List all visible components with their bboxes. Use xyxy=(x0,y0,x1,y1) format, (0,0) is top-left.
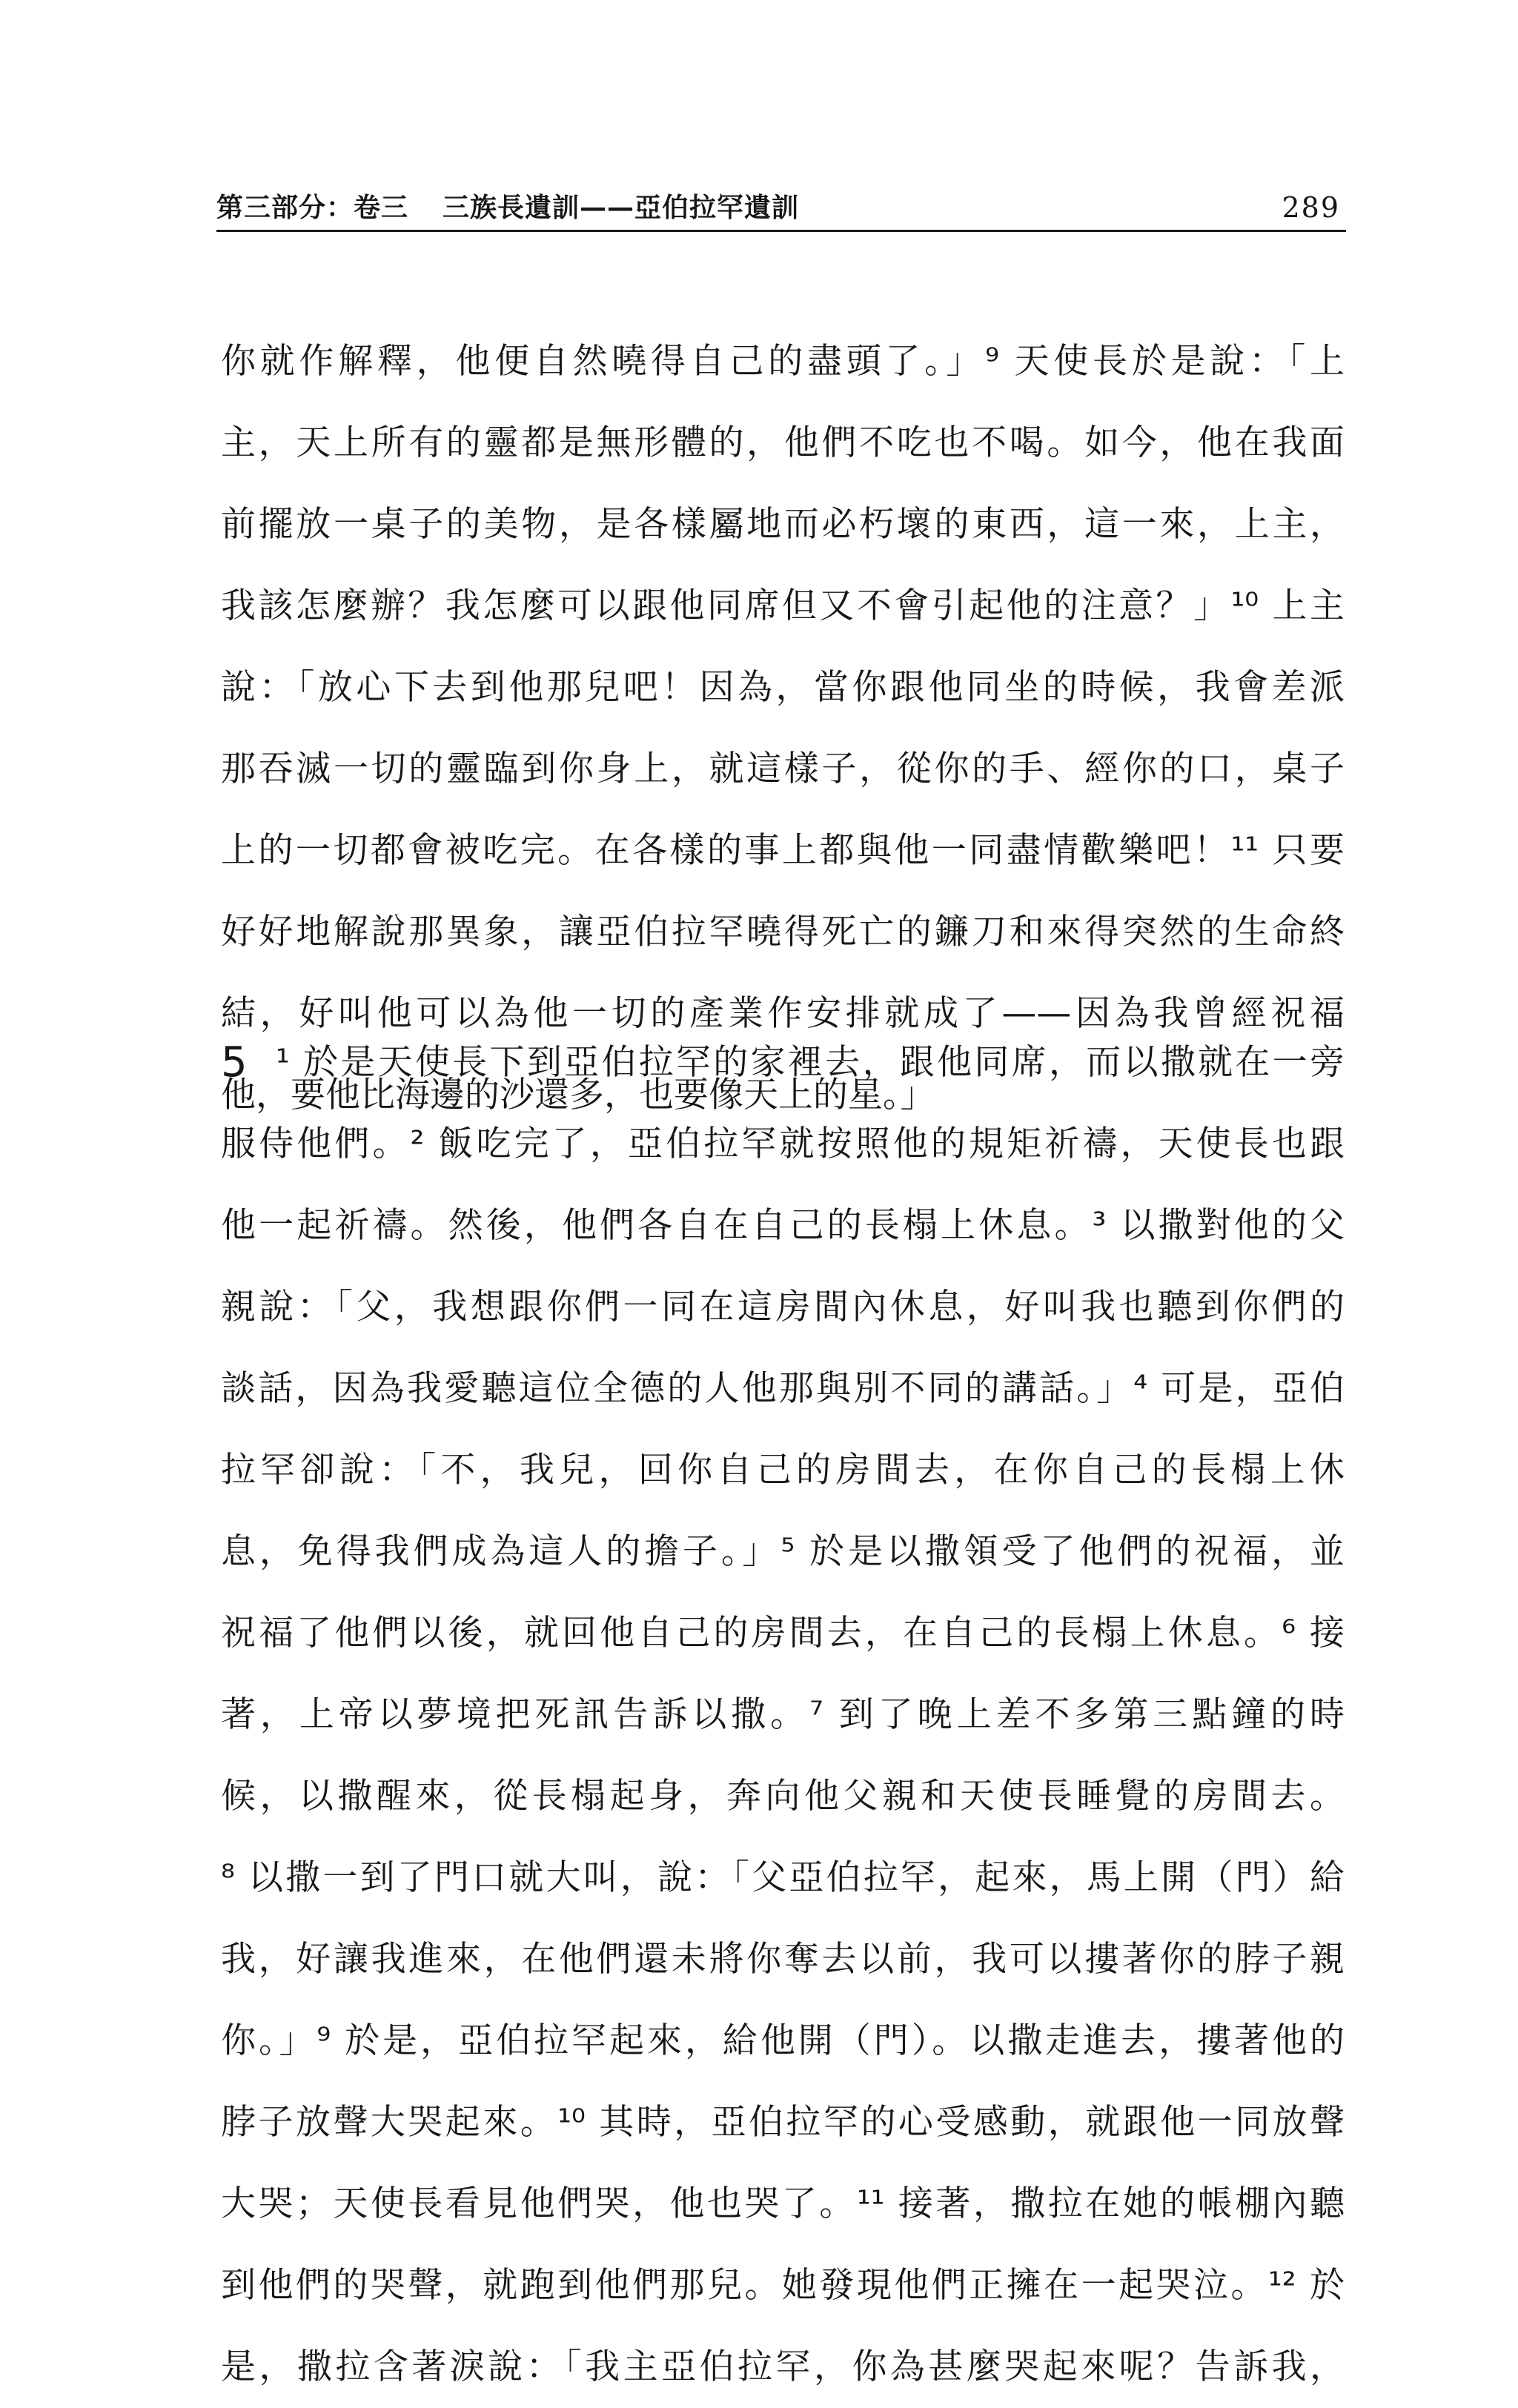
text-line: 脖子放聲大哭起來。¹⁰ 其時，亞伯拉罕的心受感動，就跟他一同放聲 xyxy=(221,2102,1345,2143)
text-line: 祝福了他們以後，就回他自己的房間去，在自己的長榻上休息。⁶ 接 xyxy=(221,1613,1345,1654)
text-line: 好好地解說那異象，讓亞伯拉罕曉得死亡的鐮刀和來得突然的生命終 xyxy=(221,912,1345,952)
text-line: ¹ 於是天使長下到亞伯拉罕的家裡去，跟他同席，而以撒就在一旁 xyxy=(276,1042,1345,1083)
text-line: 親說：「父，我想跟你們一同在這房間內休息，好叫我也聽到你們的 xyxy=(221,1287,1345,1327)
text-line: 結，好叫他可以為他一切的產業作安排就成了——因為我曾經祝福 xyxy=(221,993,1345,1034)
page-number: 289 xyxy=(1282,191,1340,224)
text-line: 你就作解釋，他便自然曉得自己的盡頭了。」⁹ 天使長於是說：「上 xyxy=(221,341,1345,382)
text-line: 我，好讓我進來，在他們還未將你奪去以前，我可以摟著你的脖子親 xyxy=(221,1939,1345,1980)
chapter-number: 5 xyxy=(221,1038,248,1087)
text-line: 說：「放心下去到他那兒吧！因為，當你跟他同坐的時候，我會差派 xyxy=(221,667,1345,708)
text-line: 主，天上所有的靈都是無形體的，他們不吃也不喝。如今，他在我面 xyxy=(221,422,1345,463)
text-line: 是，撒拉含著淚說：「我主亞伯拉罕，你為甚麼哭起來呢？告訴我， xyxy=(221,2346,1345,2387)
text-line: ⁸ 以撒一到了門口就大叫，說：「父亞伯拉罕，起來，馬上開（門）給 xyxy=(221,1857,1345,1898)
text-line: 談話，因為我愛聽這位全德的人他那與別不同的講話。」⁴ 可是，亞伯 xyxy=(221,1368,1345,1409)
text-line: 到他們的哭聲，就跑到他們那兒。她發現他們正擁在一起哭泣。¹² 於 xyxy=(221,2265,1345,2306)
text-line: 拉罕卻說：「不，我兒，回你自己的房間去，在你自己的長榻上休 xyxy=(221,1450,1345,1490)
running-head-title: 三族長遺訓——亞伯拉罕遺訓 xyxy=(443,193,800,223)
text-line: 那吞滅一切的靈臨到你身上，就這樣子，從你的手、經你的口，桌子 xyxy=(221,749,1345,789)
text-line: 他，要他比海邊的沙還多，也要像天上的星。」 xyxy=(221,1075,935,1115)
text-line: 前擺放一桌子的美物，是各樣屬地而必朽壞的東西，這一來，上主， xyxy=(221,504,1345,545)
text-line: 他一起祈禱。然後，他們各自在自己的長榻上休息。³ 以撒對他的父 xyxy=(221,1205,1345,1246)
text-line: 你。」⁹ 於是，亞伯拉罕起來，給他開（門）。以撒走進去，摟著他的 xyxy=(221,2020,1345,2061)
text-line: 大哭；天使長看見他們哭，他也哭了。¹¹ 接著，撒拉在她的帳棚內聽 xyxy=(221,2183,1345,2224)
text-line: 服侍他們。² 飯吃完了，亞伯拉罕就按照他的規矩祈禱，天使長也跟 xyxy=(221,1124,1345,1164)
text-line: 著，上帝以夢境把死訊告訴以撒。⁷ 到了晚上差不多第三點鐘的時 xyxy=(221,1694,1345,1735)
header-rule xyxy=(216,230,1346,232)
paragraph-continued xyxy=(221,321,1345,1136)
chapter-5-paragraph xyxy=(221,1022,1345,2408)
text-line: 候，以撒醒來，從長榻起身，奔向他父親和天使長睡覺的房間去。 xyxy=(221,1776,1345,1817)
running-head xyxy=(216,187,799,225)
running-head-part: 第三部分：卷三 xyxy=(216,193,409,223)
text-line: 上的一切都會被吃完。在各樣的事上都與他一同盡情歡樂吧！¹¹ 只要 xyxy=(221,830,1345,871)
text-line: 我該怎麼辦？我怎麼可以跟他同席但又不會引起他的注意？」¹⁰ 上主 xyxy=(221,586,1345,626)
text-line: 息，免得我們成為這人的擔子。」⁵ 於是以撒領受了他們的祝福，並 xyxy=(221,1531,1345,1572)
